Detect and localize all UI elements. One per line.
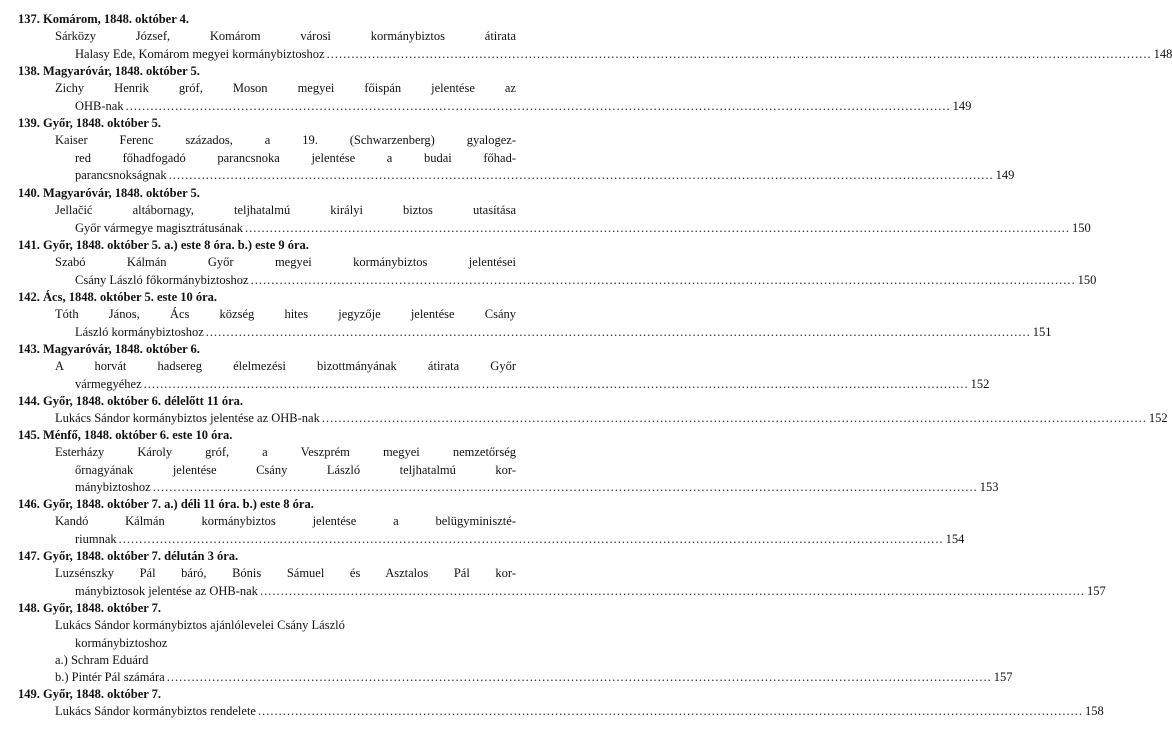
leader-dots: ........................................................................................................................................................................................................: [152, 480, 978, 494]
leader-dots: ........................................................................................................................................................................................................: [205, 325, 1031, 339]
page-number: 150: [1077, 273, 1097, 287]
leader-dots: ........................................................................................................................................................................................................: [168, 168, 994, 182]
page-number: 158: [1084, 704, 1104, 718]
entry-text: vármegyéhez: [75, 377, 142, 391]
leader-dots: ........................................................................................................................................................................................................: [118, 532, 944, 546]
leader-dots: ........................................................................................................................................................................................................: [257, 704, 1083, 718]
entry-text: OHB-nak: [75, 99, 124, 113]
entry-heading: 141. Győr, 1848. október 5. a.) este 8 óra. b.) este 9 óra.: [18, 238, 309, 252]
entry-line-with-page: [75, 46, 1172, 62]
entry-text: Lukács Sándor kormánybiztos rendelete: [55, 704, 256, 718]
entry-heading: 145. Ménfő, 1848. október 6. este 10 óra.: [18, 428, 233, 442]
entry-text: b.) Pintér Pál számára: [55, 670, 165, 684]
page-number: 154: [945, 532, 965, 546]
entry-heading: 149. Győr, 1848. október 7.: [18, 687, 162, 701]
leader-dots: ........................................................................................................................................................................................................: [125, 99, 951, 113]
entry-line: A horvát hadsereg élelmezési bizottmányának átirata Győr: [55, 359, 516, 373]
page-number: 151: [1032, 325, 1052, 339]
entry-text: Lukács Sándor kormánybiztos jelentése az OHB-nak: [55, 411, 320, 425]
entry-text: Halasy Ede, Komárom megyei kormánybiztoshoz: [75, 47, 325, 61]
entry-text: mánybiztoshoz: [75, 480, 151, 494]
entry-line: Luzsénszky Pál báró, Bónis Sámuel és Asztalos Pál kor-: [55, 566, 516, 580]
entry-line-with-page: [75, 98, 972, 114]
entry-line-with-page: [55, 410, 1168, 426]
leader-dots: ........................................................................................................................................................................................................: [245, 221, 1070, 235]
entry-heading: 137. Komárom, 1848. október 4.: [18, 12, 190, 26]
entry-heading: 143. Magyaróvár, 1848. október 6.: [18, 342, 200, 356]
entry-heading: 139. Győr, 1848. október 5.: [18, 116, 162, 130]
entry-heading: 148. Győr, 1848. október 7.: [18, 601, 162, 615]
page-number: 150: [1072, 221, 1091, 235]
entry-text: László kormánybiztoshoz: [75, 325, 204, 339]
entry-text: parancsnokságnak: [75, 168, 167, 182]
entry-line: Kandó Kálmán kormánybiztos jelentése a belügyminiszté-: [55, 514, 516, 528]
entry-line: kormánybiztoshoz: [75, 636, 168, 650]
entry-heading: 140. Magyaróvár, 1848. október 5.: [18, 186, 200, 200]
entry-line: Jellačić altábornagy, teljhatalmú királyi biztos utasítása: [55, 203, 516, 217]
entry-line-with-page: [75, 324, 1052, 340]
entry-text: mánybiztosok jelentése az OHB-nak: [75, 584, 258, 598]
entry-line-with-page: [75, 167, 1015, 183]
page-number: 152: [1148, 411, 1168, 425]
entry-line: őrnagyának jelentése Csány László teljhatalmú kor-: [75, 463, 516, 477]
entry-heading: 142. Ács, 1848. október 5. este 10 óra.: [18, 290, 218, 304]
page-number: 157: [993, 670, 1013, 684]
entry-line: Esterházy Károly gróf, a Veszprém megyei nemzetőrség: [55, 445, 516, 459]
leader-dots: ........................................................................................................................................................................................................: [250, 273, 1076, 287]
entry-line-with-page: [75, 220, 1091, 236]
page-number: 148: [1153, 47, 1172, 61]
entry-line: Lukács Sándor kormánybiztos ajánlólevelei Csány László: [55, 618, 345, 632]
entry-line-with-page: [55, 703, 1104, 719]
entry-line: red főhadfogadó parancsnoka jelentése a budai főhad-: [75, 151, 516, 165]
entry-line-with-page: [75, 376, 990, 392]
entry-line-with-page: [75, 583, 1106, 599]
entry-line-with-page: [75, 531, 965, 547]
entry-line: Tóth János, Ács község hites jegyzője jelentése Csány: [55, 307, 516, 321]
entry-line: Zichy Henrik gróf, Moson megyei főispán jelentése az: [55, 81, 516, 95]
entry-line-with-page: [75, 272, 1097, 288]
entry-heading: 138. Magyaróvár, 1848. október 5.: [18, 64, 200, 78]
entry-heading: 146. Győr, 1848. október 7. a.) déli 11 óra. b.) este 8 óra.: [18, 497, 314, 511]
page-number: 149: [995, 168, 1015, 182]
entry-heading: 147. Győr, 1848. október 7. délután 3 óra.: [18, 549, 239, 563]
page-number: 152: [970, 377, 990, 391]
entry-line: a.) Schram Eduárd: [55, 653, 149, 667]
leader-dots: ........................................................................................................................................................................................................: [143, 377, 969, 391]
entry-line: Szabó Kálmán Győr megyei kormánybiztos jelentései: [55, 255, 516, 269]
entry-text: riumnak: [75, 532, 117, 546]
entry-line-with-page: [75, 479, 999, 495]
entry-line: Sárközy József, Komárom városi kormánybiztos átirata: [55, 29, 516, 43]
entry-line-with-page: [55, 669, 1013, 685]
entry-text: Győr vármegye magisztrátusának: [75, 221, 243, 235]
page-number: 157: [1086, 584, 1106, 598]
entry-heading: 144. Győr, 1848. október 6. délelőtt 11 óra.: [18, 394, 243, 408]
page-number: 149: [952, 99, 972, 113]
leader-dots: ........................................................................................................................................................................................................: [166, 670, 992, 684]
leader-dots: ........................................................................................................................................................................................................: [326, 47, 1152, 61]
leader-dots: ........................................................................................................................................................................................................: [321, 411, 1147, 425]
entry-line: Kaiser Ferenc százados, a 19. (Schwarzenberg) gyalogez-: [55, 133, 516, 147]
leader-dots: ........................................................................................................................................................................................................: [259, 584, 1085, 598]
page-number: 153: [979, 480, 999, 494]
entry-text: Csány László főkormánybiztoshoz: [75, 273, 249, 287]
